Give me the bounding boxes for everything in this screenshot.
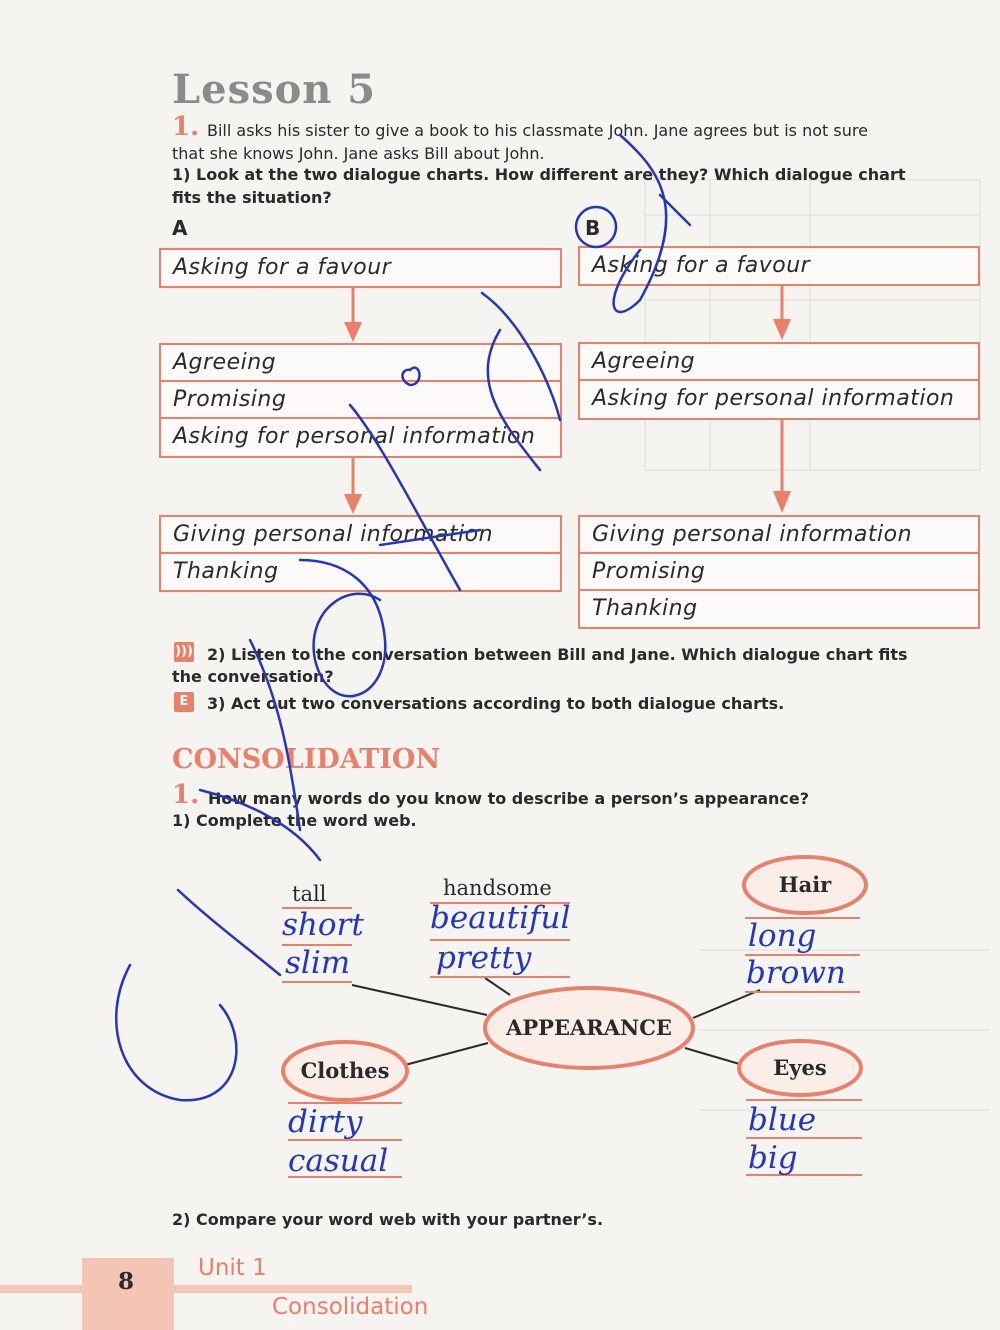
chart-a-row: Promising bbox=[161, 382, 560, 419]
audio-icon: ))) bbox=[174, 642, 194, 662]
question3: 3) Act out two conversations according to both dialogue charts. bbox=[207, 694, 785, 713]
consolidation-number: 1. bbox=[172, 780, 200, 810]
handwritten-answer: beautiful bbox=[430, 900, 571, 936]
lesson-title: Lesson 5 bbox=[172, 66, 377, 113]
chart-a-row: Asking for personal information bbox=[173, 424, 536, 449]
handwritten-answer: big bbox=[748, 1140, 798, 1176]
chart-b-row: Agreeing bbox=[580, 344, 978, 381]
footer-stripe bbox=[0, 1285, 412, 1293]
page-number: 8 bbox=[118, 1268, 135, 1295]
web-oval-clothes: Clothes bbox=[300, 1058, 390, 1083]
chart-b-row: Promising bbox=[580, 554, 978, 591]
consolidation-sub2: 2) Compare your word web with your partner’s. bbox=[172, 1210, 604, 1229]
footer-section: Consolidation bbox=[272, 1294, 429, 1320]
handwritten-answer: pretty bbox=[436, 940, 532, 976]
chart-a-row: Agreeing bbox=[161, 345, 560, 382]
task-intro-line1: Bill asks his sister to give a book to his classmate John. Jane agrees but is not sure bbox=[207, 121, 868, 140]
speaking-icon: E bbox=[174, 692, 194, 712]
web-word-tall: tall bbox=[292, 882, 327, 906]
web-oval-eyes: Eyes bbox=[773, 1055, 827, 1080]
chart-b-row: Asking for a favour bbox=[592, 253, 811, 278]
question2-line1: 2) Listen to the conversation between Bill and Jane. Which dialogue chart fits bbox=[207, 645, 908, 664]
chart-a-row: Giving personal information bbox=[161, 517, 560, 554]
handwritten-answer: brown bbox=[746, 955, 846, 991]
handwritten-answer: short bbox=[282, 907, 364, 943]
chart-a-label: A bbox=[172, 216, 188, 240]
chart-b-row: Thanking bbox=[592, 596, 698, 621]
web-oval-hair: Hair bbox=[778, 872, 832, 897]
handwritten-answer: blue bbox=[748, 1102, 817, 1138]
consolidation-sub1: 1) Complete the word web. bbox=[172, 811, 417, 830]
web-word-handsome: handsome bbox=[443, 876, 552, 900]
chart-b-label: B bbox=[585, 216, 601, 240]
chart-b-row: Giving personal information bbox=[580, 517, 978, 554]
question2-line2: the conversation? bbox=[172, 667, 334, 686]
handwritten-answer: casual bbox=[288, 1143, 389, 1179]
consolidation-question: How many words do you know to describe a person’s appearance? bbox=[208, 789, 810, 808]
consolidation-heading: CONSOLIDATION bbox=[172, 744, 441, 775]
chart-a-row: Asking for a favour bbox=[173, 255, 392, 280]
handwritten-answer: slim bbox=[285, 945, 351, 981]
task-number: 1. bbox=[172, 112, 200, 142]
chart-a-row: Thanking bbox=[173, 559, 279, 584]
chart-b-row: Asking for personal information bbox=[592, 386, 955, 411]
question1-line2: fits the situation? bbox=[172, 188, 332, 207]
question1-line1: 1) Look at the two dialogue charts. How different are they? Which dialogue chart bbox=[172, 165, 906, 184]
handwritten-answer: dirty bbox=[288, 1104, 363, 1140]
web-center-appearance: APPEARANCE bbox=[506, 1015, 672, 1040]
task-intro-line2: that she knows John. Jane asks Bill about John. bbox=[172, 144, 545, 163]
handwritten-answer: long bbox=[748, 918, 817, 954]
footer-unit: Unit 1 bbox=[198, 1255, 267, 1281]
